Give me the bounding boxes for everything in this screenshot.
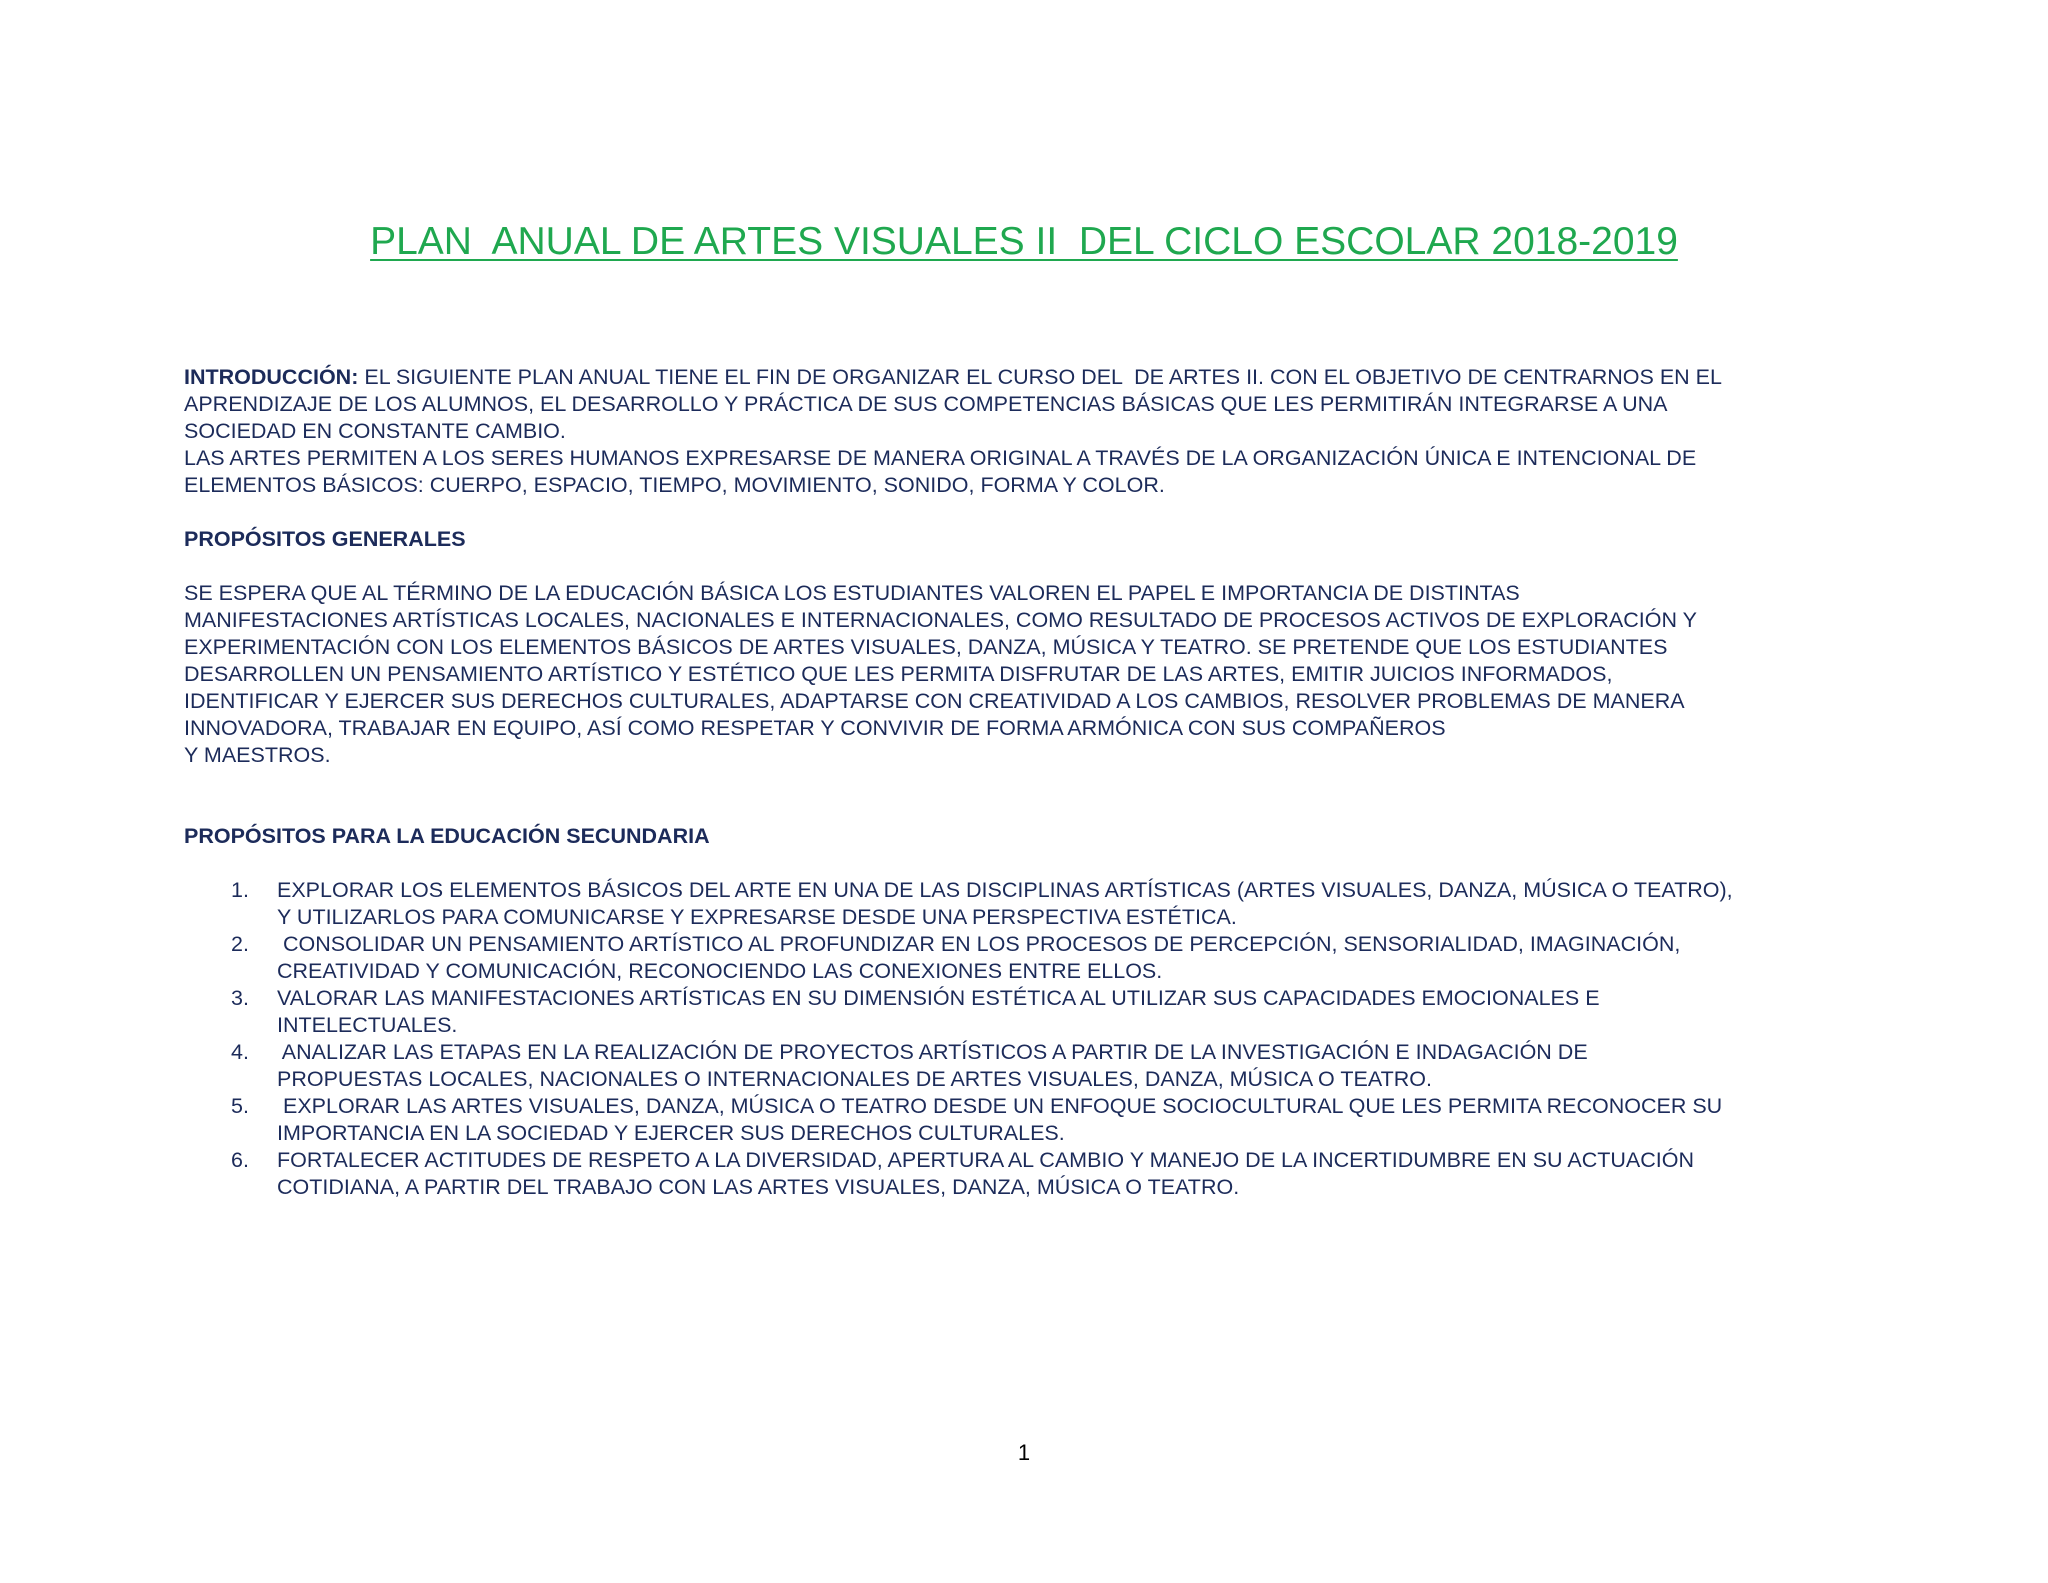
introduction-section xyxy=(184,364,1884,499)
list-item-line: ANALIZAR LAS ETAPAS EN LA REALIZACIÓN DE PROYECTOS ARTÍSTICOS A PARTIR DE LA INVESTIGACIÓN E INDAGACIÓN DE xyxy=(277,1040,1588,1064)
list-item-line: IMPORTANCIA EN LA SOCIEDAD Y EJERCER SUS DERECHOS CULTURALES. xyxy=(277,1121,1065,1145)
list-item xyxy=(184,985,1884,1039)
introduction-line: SOCIEDAD EN CONSTANTE CAMBIO. xyxy=(184,419,566,443)
list-item-line: INTELECTUALES. xyxy=(277,1013,458,1037)
general-purposes-section xyxy=(184,526,1884,769)
list-item-number: 6. xyxy=(231,1148,249,1172)
list-item xyxy=(184,931,1884,985)
page-number: 1 xyxy=(1017,1440,1031,1465)
general-purposes-line: EXPERIMENTACIÓN CON LOS ELEMENTOS BÁSICOS DE ARTES VISUALES, DANZA, MÚSICA Y TEATRO. SE PRETENDE QUE LOS ESTUDIANTES xyxy=(184,635,1668,659)
introduction-line xyxy=(184,364,1884,391)
spacer xyxy=(184,499,1884,526)
document-title: PLAN ANUAL DE ARTES VISUALES II DEL CICLO ESCOLAR 2018-2019 xyxy=(370,220,1678,263)
secondary-purposes-section xyxy=(184,823,1884,1201)
document-body xyxy=(184,364,1884,1201)
list-item-line: CONSOLIDAR UN PENSAMIENTO ARTÍSTICO AL PROFUNDIZAR EN LOS PROCESOS DE PERCEPCIÓN, SENSORIALIDAD, IMAGINACIÓN, xyxy=(277,932,1681,956)
list-item xyxy=(184,877,1884,931)
general-purposes-heading: PROPÓSITOS GENERALES xyxy=(184,527,466,551)
general-purposes-line: IDENTIFICAR Y EJERCER SUS DERECHOS CULTURALES, ADAPTARSE CON CREATIVIDAD A LOS CAMBIOS, RESOLVER PROBLEMAS DE MANERA xyxy=(184,689,1685,713)
general-purposes-line: SE ESPERA QUE AL TÉRMINO DE LA EDUCACIÓN BÁSICA LOS ESTUDIANTES VALOREN EL PAPEL E IMPORTANCIA DE DISTINTAS xyxy=(184,581,1520,605)
list-item xyxy=(184,1147,1884,1201)
introduction-line: LAS ARTES PERMITEN A LOS SERES HUMANOS EXPRESARSE DE MANERA ORIGINAL A TRAVÉS DE LA ORGANIZACIÓN ÚNICA E INTENCIONAL DE xyxy=(184,446,1697,470)
introduction-label: INTRODUCCIÓN: xyxy=(184,365,359,389)
list-item-number: 5. xyxy=(231,1094,249,1118)
list-item-number: 4. xyxy=(231,1040,249,1064)
list-item-number: 1. xyxy=(231,878,249,902)
spacer xyxy=(184,769,1884,823)
list-item xyxy=(184,1093,1884,1147)
general-purposes-line: MANIFESTACIONES ARTÍSTICAS LOCALES, NACIONALES E INTERNACIONALES, COMO RESULTADO DE PROCESOS ACTIVOS DE EXPLORACIÓN Y xyxy=(184,608,1697,632)
spacer xyxy=(184,553,1884,580)
introduction-line: ELEMENTOS BÁSICOS: CUERPO, ESPACIO, TIEMPO, MOVIMIENTO, SONIDO, FORMA Y COLOR. xyxy=(184,473,1165,497)
list-item-line: CREATIVIDAD Y COMUNICACIÓN, RECONOCIENDO LAS CONEXIONES ENTRE ELLOS. xyxy=(277,959,1163,983)
general-purposes-line: DESARROLLEN UN PENSAMIENTO ARTÍSTICO Y ESTÉTICO QUE LES PERMITA DISFRUTAR DE LAS ARTES, EMITIR JUICIOS INFORMADOS, xyxy=(184,662,1613,686)
secondary-purposes-list xyxy=(184,877,1884,1201)
list-item-line: EXPLORAR LOS ELEMENTOS BÁSICOS DEL ARTE EN UNA DE LAS DISCIPLINAS ARTÍSTICAS (ARTES VISUALES, DANZA, MÚSICA O TEATRO), xyxy=(277,878,1733,902)
introduction-text: EL SIGUIENTE PLAN ANUAL TIENE EL FIN DE ORGANIZAR EL CURSO DEL DE ARTES II. CON EL OBJETIVO DE CENTRARNOS EN EL xyxy=(358,365,1722,389)
list-item-line: PROPUESTAS LOCALES, NACIONALES O INTERNACIONALES DE ARTES VISUALES, DANZA, MÚSICA O TEATRO. xyxy=(277,1067,1432,1091)
list-item-line: EXPLORAR LAS ARTES VISUALES, DANZA, MÚSICA O TEATRO DESDE UN ENFOQUE SOCIOCULTURAL QUE LES PERMITA RECONOCER SU xyxy=(277,1094,1723,1118)
list-item-line: VALORAR LAS MANIFESTACIONES ARTÍSTICAS EN SU DIMENSIÓN ESTÉTICA AL UTILIZAR SUS CAPACIDADES EMOCIONALES E xyxy=(277,986,1600,1010)
secondary-purposes-heading: PROPÓSITOS PARA LA EDUCACIÓN SECUNDARIA xyxy=(184,824,710,848)
general-purposes-line: INNOVADORA, TRABAJAR EN EQUIPO, ASÍ COMO RESPETAR Y CONVIVIR DE FORMA ARMÓNICA CON SUS COMPAÑEROS xyxy=(184,716,1446,740)
list-item-line: Y UTILIZARLOS PARA COMUNICARSE Y EXPRESARSE DESDE UNA PERSPECTIVA ESTÉTICA. xyxy=(277,905,1237,929)
list-item xyxy=(184,1039,1884,1093)
list-item-number: 3. xyxy=(231,986,249,1010)
list-item-line: COTIDIANA, A PARTIR DEL TRABAJO CON LAS ARTES VISUALES, DANZA, MÚSICA O TEATRO. xyxy=(277,1175,1240,1199)
spacer xyxy=(184,850,1884,877)
introduction-line: APRENDIZAJE DE LOS ALUMNOS, EL DESARROLLO Y PRÁCTICA DE SUS COMPETENCIAS BÁSICAS QUE LES PERMITIRÁN INTEGRARSE A UNA xyxy=(184,392,1668,416)
list-item-number: 2. xyxy=(231,932,249,956)
list-item-line: FORTALECER ACTITUDES DE RESPETO A LA DIVERSIDAD, APERTURA AL CAMBIO Y MANEJO DE LA INCERTIDUMBRE EN SU ACTUACIÓN xyxy=(277,1148,1694,1172)
general-purposes-line: Y MAESTROS. xyxy=(184,743,331,767)
